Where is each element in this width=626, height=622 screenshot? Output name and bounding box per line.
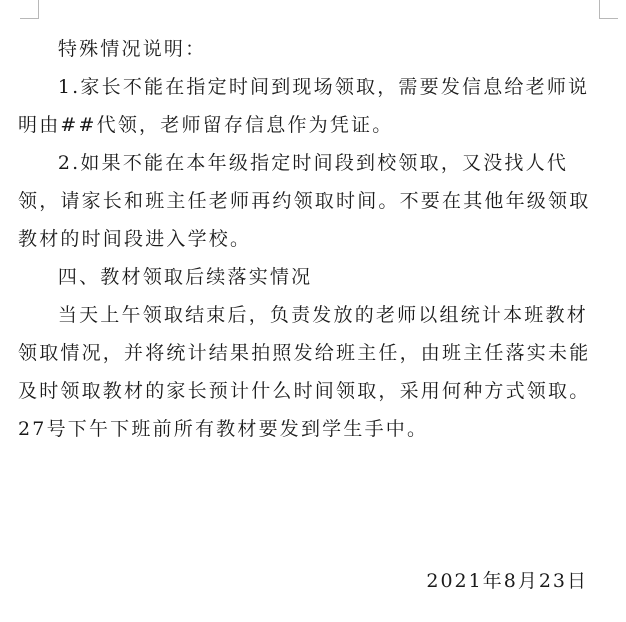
- notice-item-2: 2.如果不能在本年级指定时间段到校领取，又没找人代领，请家长和班主任老师再约领取时间。不要在其他年级领取教材的时间段进入学校。: [18, 152, 591, 250]
- notice-item-1: 1.家长不能在指定时间到现场领取，需要发信息给老师说明由##代领，老师留存信息作为凭证。: [18, 76, 590, 136]
- page-corner-mark-right: [599, 0, 618, 19]
- document-body: [18, 30, 602, 448]
- section-paragraph: 当天上午领取结束后，负责发放的老师以组统计本班教材领取情况，并将统计结果拍照发给班主任，由班主任落实未能及时领取教材的家长预计什么时间领取，采用何种方式领取。: [18, 304, 591, 402]
- deadline-paragraph: 27号下午下班前所有教材要发到学生手中。: [18, 418, 429, 440]
- document-date: 2021年8月23日: [426, 570, 588, 592]
- page-corner-mark-left: [20, 0, 39, 19]
- section-title: 四、教材领取后续落实情况: [57, 266, 313, 288]
- special-notice-heading: 特殊情况说明：: [57, 38, 207, 60]
